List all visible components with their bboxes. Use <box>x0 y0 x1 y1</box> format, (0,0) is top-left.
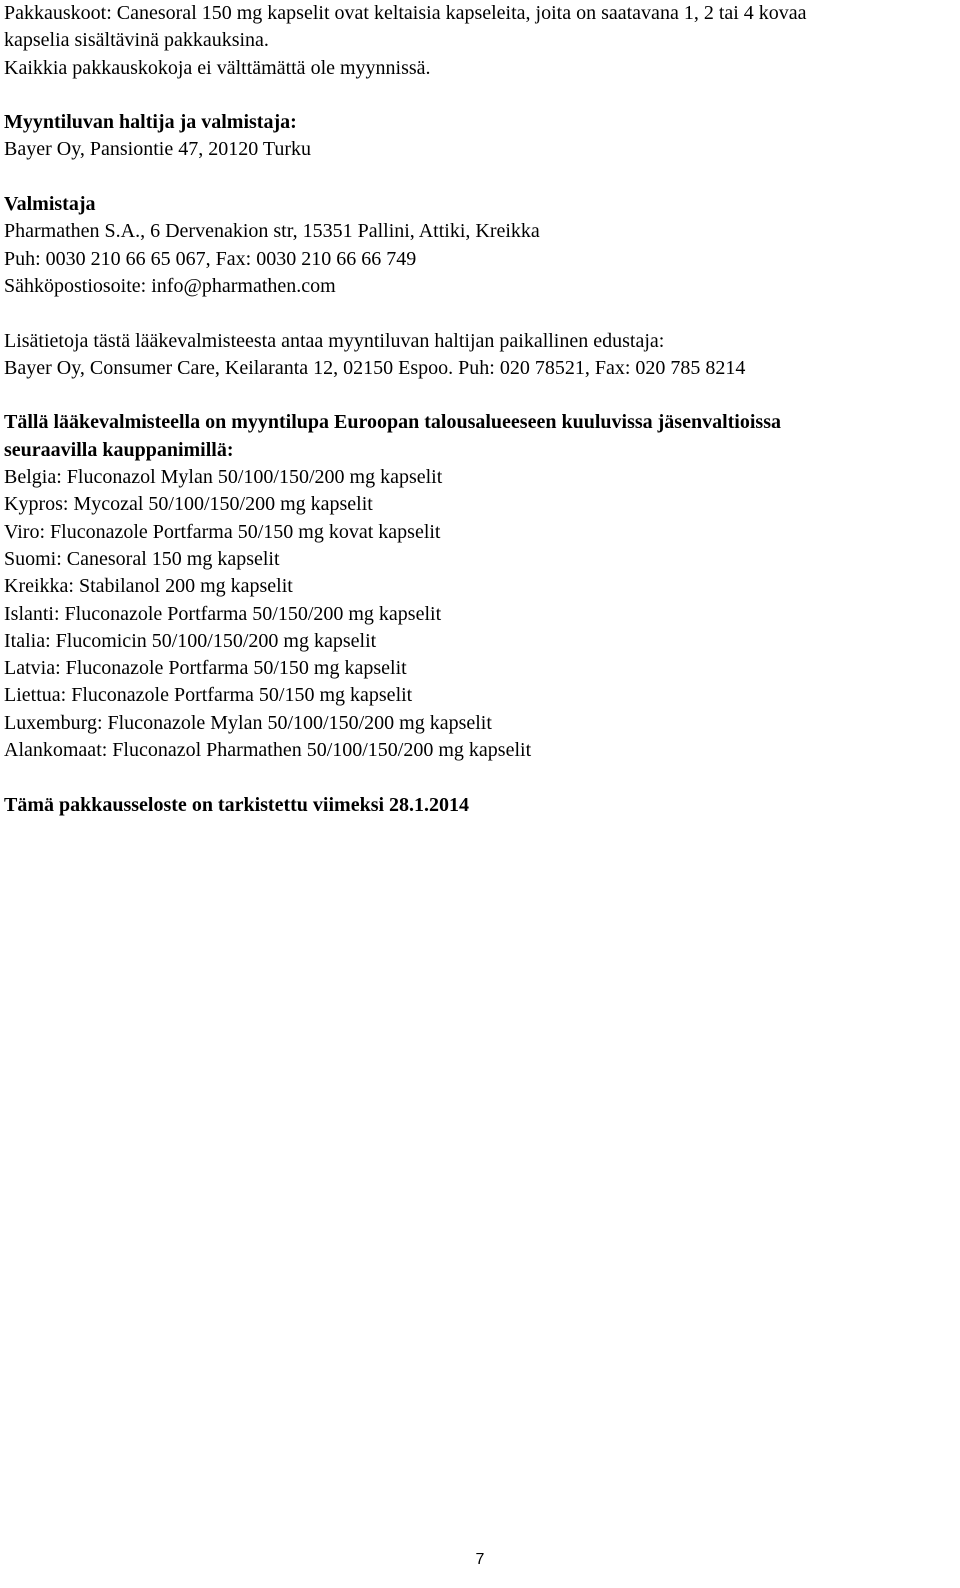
eea-heading: Tällä lääkevalmisteella on myyntilupa Euroopan talousalueeseen kuuluvissa jäsenvaltioissa <box>4 411 781 434</box>
trade-name-item: Alankomaat: Fluconazol Pharmathen 50/100/150/200 mg kapselit <box>4 739 532 762</box>
spacer <box>4 82 954 109</box>
spacer <box>4 382 954 409</box>
trade-name-item: Liettua: Fluconazole Portfarma 50/150 mg kapselit <box>4 684 413 707</box>
holder-section <box>4 109 954 164</box>
manufacturer-email: Sähköpostiosoite: info@pharmathen.com <box>4 274 336 297</box>
trade-name-item: Latvia: Fluconazole Portfarma 50/150 mg kapselit <box>4 657 407 680</box>
info-text: Lisätietoja tästä lääkevalmisteesta antaa myyntiluvan haltijan paikallinen edustaja: <box>4 329 665 352</box>
manufacturer-address: Pharmathen S.A., 6 Dervenakion str, 15351 Pallini, Attiki, Kreikka <box>4 220 540 243</box>
packaging-sizes-text-cont: kapselia sisältävinä pakkauksina. <box>4 29 269 52</box>
trade-name-item: Kypros: Mycozal 50/100/150/200 mg kapselit <box>4 493 373 516</box>
packaging-sizes-text: Pakkauskoot: Canesoral 150 mg kapselit ovat keltaisia kapseleita, joita on saatavana 1, 2 tai 4 kovaa <box>4 2 807 24</box>
holder-address: Bayer Oy, Pansiontie 47, 20120 Turku <box>4 138 312 161</box>
manufacturer-section <box>4 191 954 300</box>
trade-name-item: Viro: Fluconazole Portfarma 50/150 mg kovat kapselit <box>4 520 441 543</box>
manufacturer-phone: Puh: 0030 210 66 65 067, Fax: 0030 210 66 66 749 <box>4 247 417 270</box>
spacer <box>4 164 954 191</box>
holder-heading: Myyntiluvan haltija ja valmistaja: <box>4 111 297 134</box>
spacer <box>4 300 954 327</box>
trade-name-item: Italia: Flucomicin 50/100/150/200 mg kapselit <box>4 629 377 652</box>
trade-name-item: Islanti: Fluconazole Portfarma 50/150/200 mg kapselit <box>4 602 442 625</box>
info-section <box>4 328 954 383</box>
packaging-availability-text: Kaikkia pakkauskokoja ei välttämättä ole myynnissä. <box>4 56 431 79</box>
spacer <box>4 764 954 791</box>
trade-name-item: Luxemburg: Fluconazole Mylan 50/100/150/200 mg kapselit <box>4 711 492 734</box>
packaging-section <box>4 0 954 82</box>
leaflet-page <box>4 0 954 819</box>
eea-heading-cont: seuraavilla kauppanimillä: <box>4 438 234 461</box>
revision-date: Tämä pakkausseloste on tarkistettu viimeksi 28.1.2014 <box>4 793 470 816</box>
info-contact: Bayer Oy, Consumer Care, Keilaranta 12, 02150 Espoo. Puh: 020 78521, Fax: 020 785 8214 <box>4 356 746 379</box>
eea-section <box>4 409 954 764</box>
trade-name-item: Kreikka: Stabilanol 200 mg kapselit <box>4 575 293 598</box>
trade-name-item: Suomi: Canesoral 150 mg kapselit <box>4 547 280 570</box>
trade-name-item: Belgia: Fluconazol Mylan 50/100/150/200 mg kapselit <box>4 466 443 489</box>
page-number: 7 <box>475 1551 485 1568</box>
manufacturer-heading: Valmistaja <box>4 193 96 216</box>
